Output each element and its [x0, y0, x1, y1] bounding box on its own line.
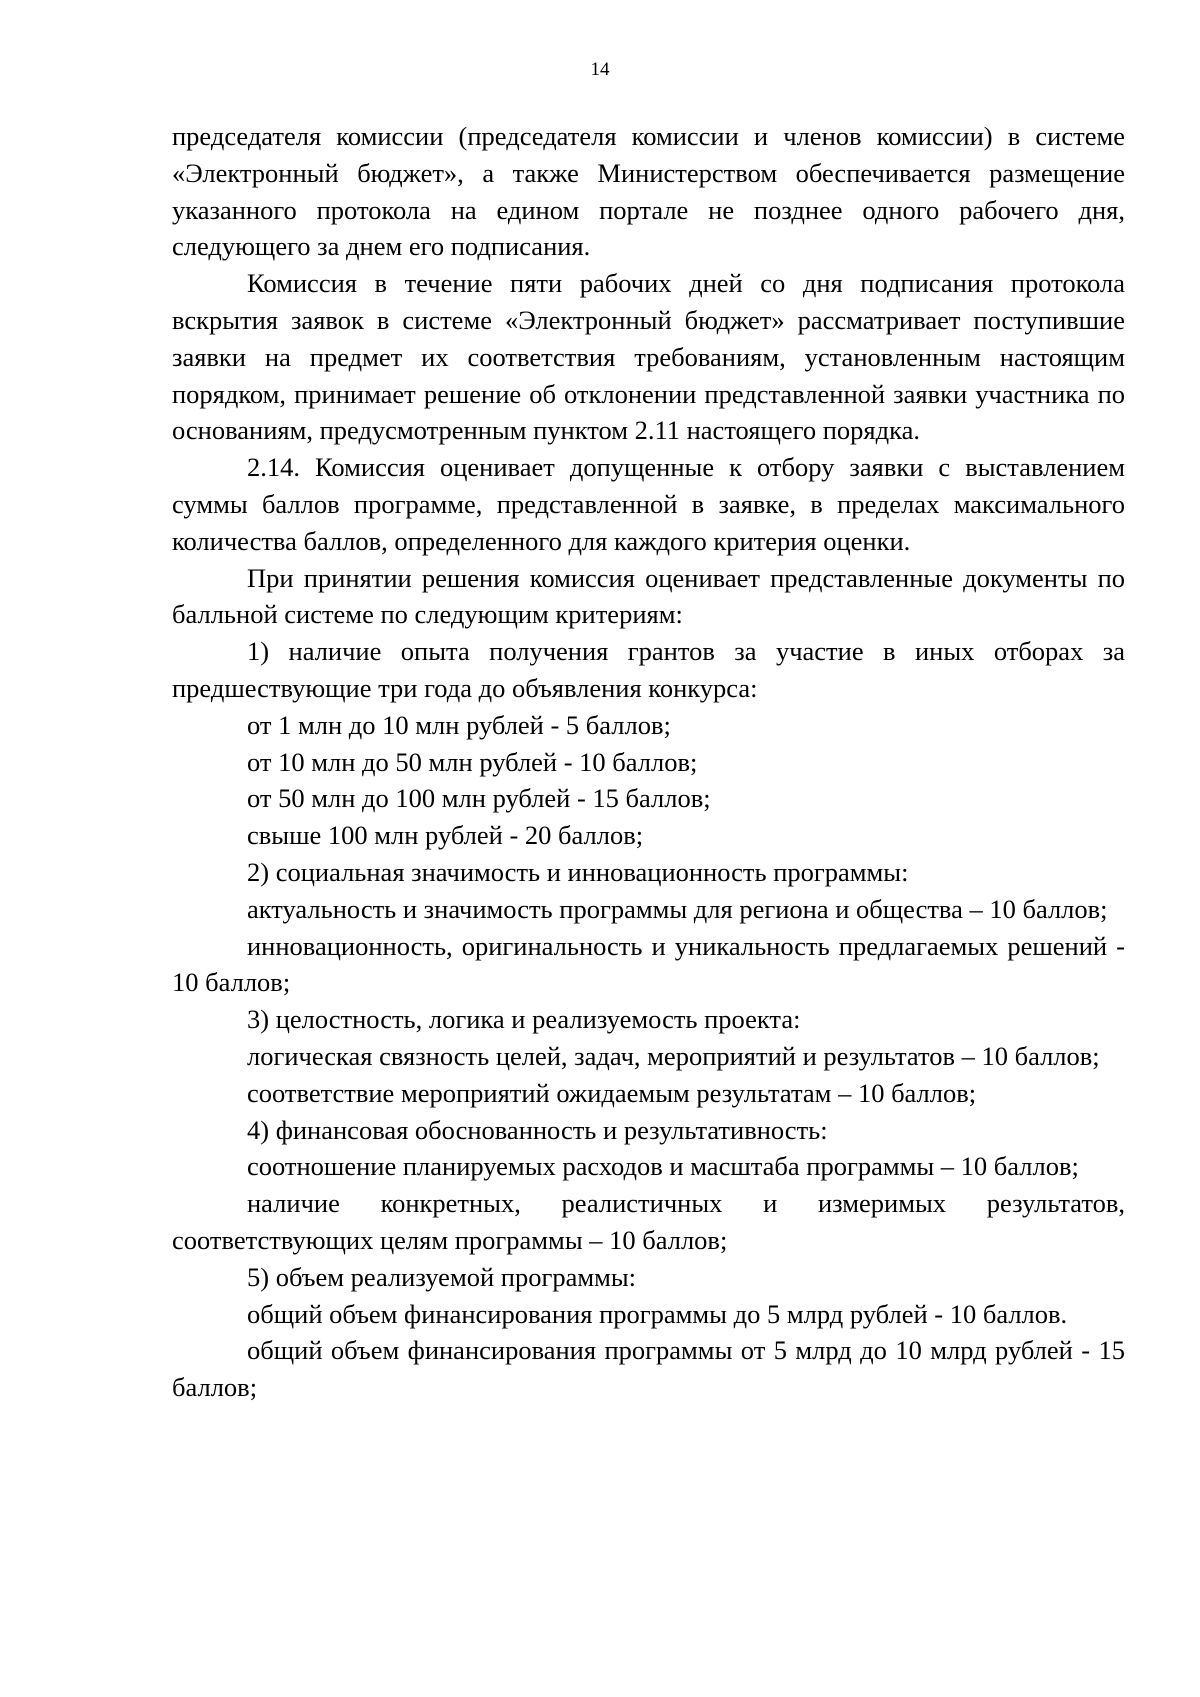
criterion-item: соотношение планируемых расходов и масштаба программы – 10 баллов; — [247, 1151, 1079, 1182]
criterion-item: общий объем финансирования программы от 5 млрд до 10 млрд рублей - 15 баллов; — [172, 1335, 1125, 1403]
criterion-item: от 1 млн до 10 млн рублей - 5 баллов; — [247, 709, 671, 740]
page-number: 14 — [590, 59, 610, 80]
criterion-item: логическая связность целей, задач, мероприятий и результатов – 10 баллов; — [247, 1040, 1100, 1071]
criterion-item: свыше 100 млн рублей - 20 баллов; — [247, 820, 644, 851]
paragraph: 2.14. Комиссия оценивает допущенные к отбору заявки с выставлением суммы баллов программе, представленной в заявке, в пределах максимального количества баллов, определенного для каждого критерия оценки. — [172, 452, 1125, 556]
paragraph: При принятии решения комиссия оценивает представленные документы по балльной системе по следующим критериям: — [172, 562, 1125, 630]
criterion-item: наличие конкретных, реалистичных и измеримых результатов, соответствующих целям программы – 10 баллов; — [172, 1188, 1125, 1255]
paragraph: Комиссия в течение пяти рабочих дней со дня подписания протокола вскрытия заявок в системе «Электронный бюджет» рассматривает поступившие заявки на предмет их соответствия требованиям, установленным настоящим порядком, принимает решение об отклонении представленной заявки участника по основаниям, предусмотренным пунктом 2.11 настоящего порядка. — [172, 268, 1125, 446]
criterion-item: от 50 млн до 100 млн рублей - 15 баллов; — [247, 783, 711, 814]
document-body — [172, 118, 1125, 1406]
paragraph: председателя комиссии (председателя комиссии и членов комиссии) в системе «Электронный бюджет», а также Министерством обеспечивается размещение указанного протокола на едином портале не позднее одного рабочего дня, следующего за днем его подписания. — [172, 121, 1125, 262]
criterion-heading: 4) финансовая обоснованность и результативность: — [247, 1114, 828, 1145]
criterion-item: соответствие мероприятий ожидаемым результатам – 10 баллов; — [247, 1077, 977, 1108]
criterion-item: актуальность и значимость программы для региона и общества – 10 баллов; — [247, 893, 1108, 924]
criterion-item: общий объем финансирования программы до 5 млрд рублей - 10 баллов. — [247, 1298, 1068, 1329]
criterion-item: от 10 млн до 50 млн рублей - 10 баллов; — [247, 746, 698, 777]
criterion-heading: 1) наличие опыта получения грантов за участие в иных отборах за предшествующие три года до объявления конкурса: — [172, 636, 1125, 703]
criterion-heading: 3) целостность, логика и реализуемость проекта: — [247, 1004, 801, 1035]
criterion-heading: 2) социальная значимость и инновационность программы: — [247, 856, 909, 887]
criterion-item: инновационность, оригинальность и уникальность предлагаемых решений - 10 баллов; — [172, 930, 1125, 998]
criterion-heading: 5) объем реализуемой программы: — [247, 1261, 637, 1292]
